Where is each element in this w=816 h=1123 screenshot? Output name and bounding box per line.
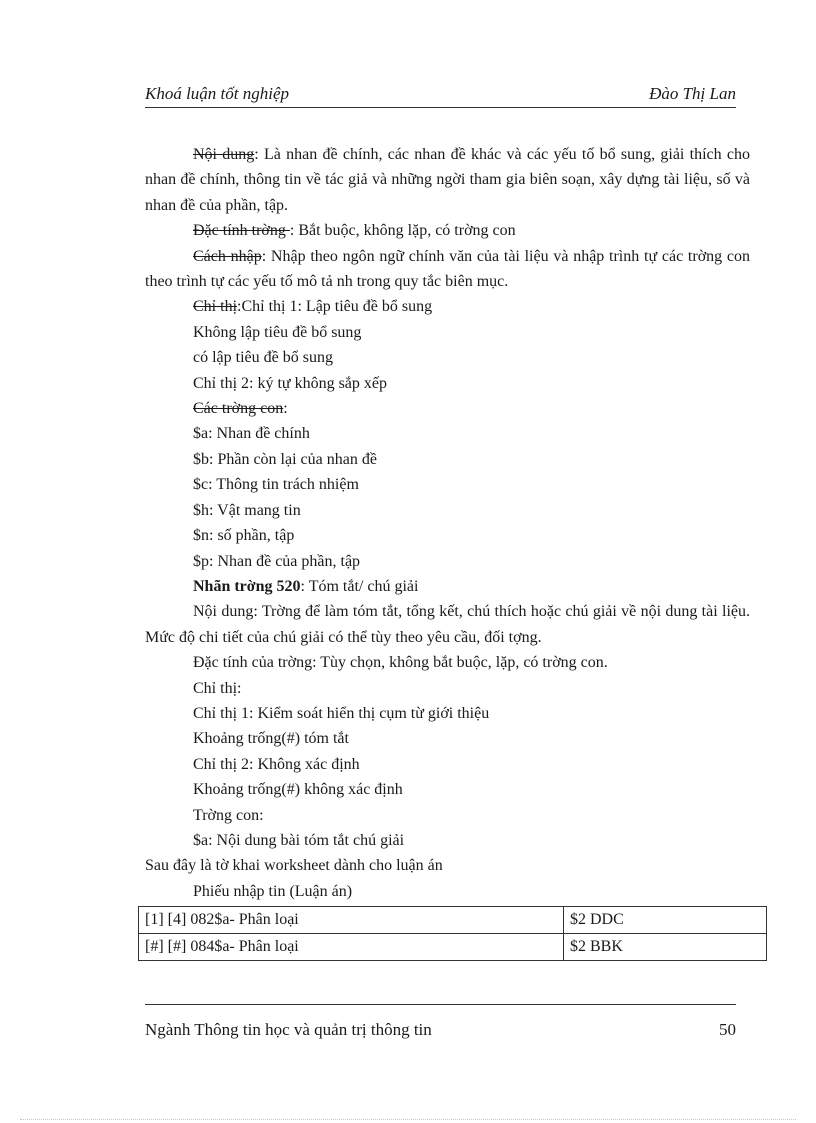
field-520-heading: Nhãn trờng 520: Tóm tắt/ chú giải xyxy=(193,577,419,595)
label-noi-dung: Nội dung xyxy=(193,146,255,163)
text-line: Chỉ thị 1: Kiểm soát hiển thị cụm từ giới thiệu xyxy=(193,704,490,722)
table-cell: $2 DDC xyxy=(564,907,767,934)
text-line: Không lập tiêu đề bổ sung xyxy=(193,323,362,341)
paragraph-content-245: Nội dung: Là nhan đề chính, các nhan đề khác và các yếu tố bổ sung, giải thích cho nhan đề chính, thông tin về tác giả và những ngời tham gia biên soạn, xây dựng tài liệu, số và nhan đề của phần, tập. xyxy=(145,146,751,214)
paragraph-entry-method: Cách nhập: Nhập theo ngôn ngữ chính văn của tài liệu và nhập trình tự các trờng con theo trình tự các yếu tố mô tả nh trong quy tắc biên mục. xyxy=(145,247,750,291)
text-line: Khoảng trống(#) không xác định xyxy=(193,781,403,799)
page-number: 50 xyxy=(719,1020,736,1039)
text-line: Khoảng trống(#) tóm tắt xyxy=(193,730,349,748)
page-edge-dots xyxy=(20,1119,796,1120)
label-dac-tinh: Đặc tính trờng xyxy=(193,222,290,240)
subfield-line: $b: Phần còn lại của nhan đề xyxy=(193,450,377,468)
text-line: có lập tiêu đề bổ sung xyxy=(193,349,333,367)
subfield-line: $h: Vật mang tin xyxy=(193,501,301,519)
text-line: Chỉ thị 2: Không xác định xyxy=(193,755,360,773)
text-line: Đặc tính của trờng: Tùy chọn, không bắt buộc, lặp, có trờng con. xyxy=(193,654,608,672)
label-cach-nhap: Cách nhập xyxy=(193,247,262,265)
label-field-520: Nhãn trờng 520 xyxy=(193,577,301,595)
worksheet-intro: Sau đây là tờ khai worksheet dành cho luận án xyxy=(145,857,443,875)
worksheet-title: Phiếu nhập tin (Luận án) xyxy=(193,882,353,900)
table-cell: $2 BBK xyxy=(564,934,767,961)
table-cell: [#] [#] 084$a- Phân loại xyxy=(139,934,564,961)
footer-divider xyxy=(145,1004,736,1005)
subfield-line: $p: Nhan đề của phần, tập xyxy=(193,552,361,570)
text-line: Trờng con: xyxy=(193,806,264,824)
indicator-line: Chỉ thị:Chỉ thị 1: Lập tiêu đề bổ sung xyxy=(193,298,433,316)
label-cac-truong-con: Các trờng con xyxy=(193,400,284,418)
subfield-line: $c: Thông tin trách nhiệm xyxy=(193,476,359,494)
header-divider xyxy=(145,107,736,108)
header-author: Đào Thị Lan xyxy=(649,84,736,103)
worksheet-table xyxy=(138,906,767,961)
text-line: Chỉ thị 2: ký tự không sắp xếp xyxy=(193,374,387,392)
footer-department: Ngành Thông tin học và quản trị thông tin xyxy=(145,1020,432,1039)
paragraph-520-content: Nội dung: Trờng để làm tóm tắt, tổng kết, chú thích hoặc chú giải về nội dung tài liệu. Mức độ chi tiết của chú giải có thể tùy theo yêu cầu, đối tợng. xyxy=(145,603,750,646)
table-cell: [1] [4] 082$a- Phân loại xyxy=(139,907,564,934)
subfield-line: $a: Nội dung bài tóm tắt chú giải xyxy=(193,831,405,849)
table-row xyxy=(139,934,767,961)
document-body xyxy=(145,142,750,961)
table-row xyxy=(139,907,767,934)
subfield-line: $n: số phần, tập xyxy=(193,527,295,545)
subfields-heading: Các trờng con: xyxy=(193,400,288,418)
text-line: Chỉ thị: xyxy=(193,679,242,697)
paragraph-field-property: Đặc tính trờng : Bắt buộc, không lặp, có trờng con xyxy=(193,222,516,240)
label-chi-thi: Chỉ thị xyxy=(193,298,238,316)
header-thesis-title: Khoá luận tốt nghiệp xyxy=(145,84,290,103)
page-header xyxy=(145,84,736,106)
subfield-line: $a: Nhan đề chính xyxy=(193,425,310,443)
